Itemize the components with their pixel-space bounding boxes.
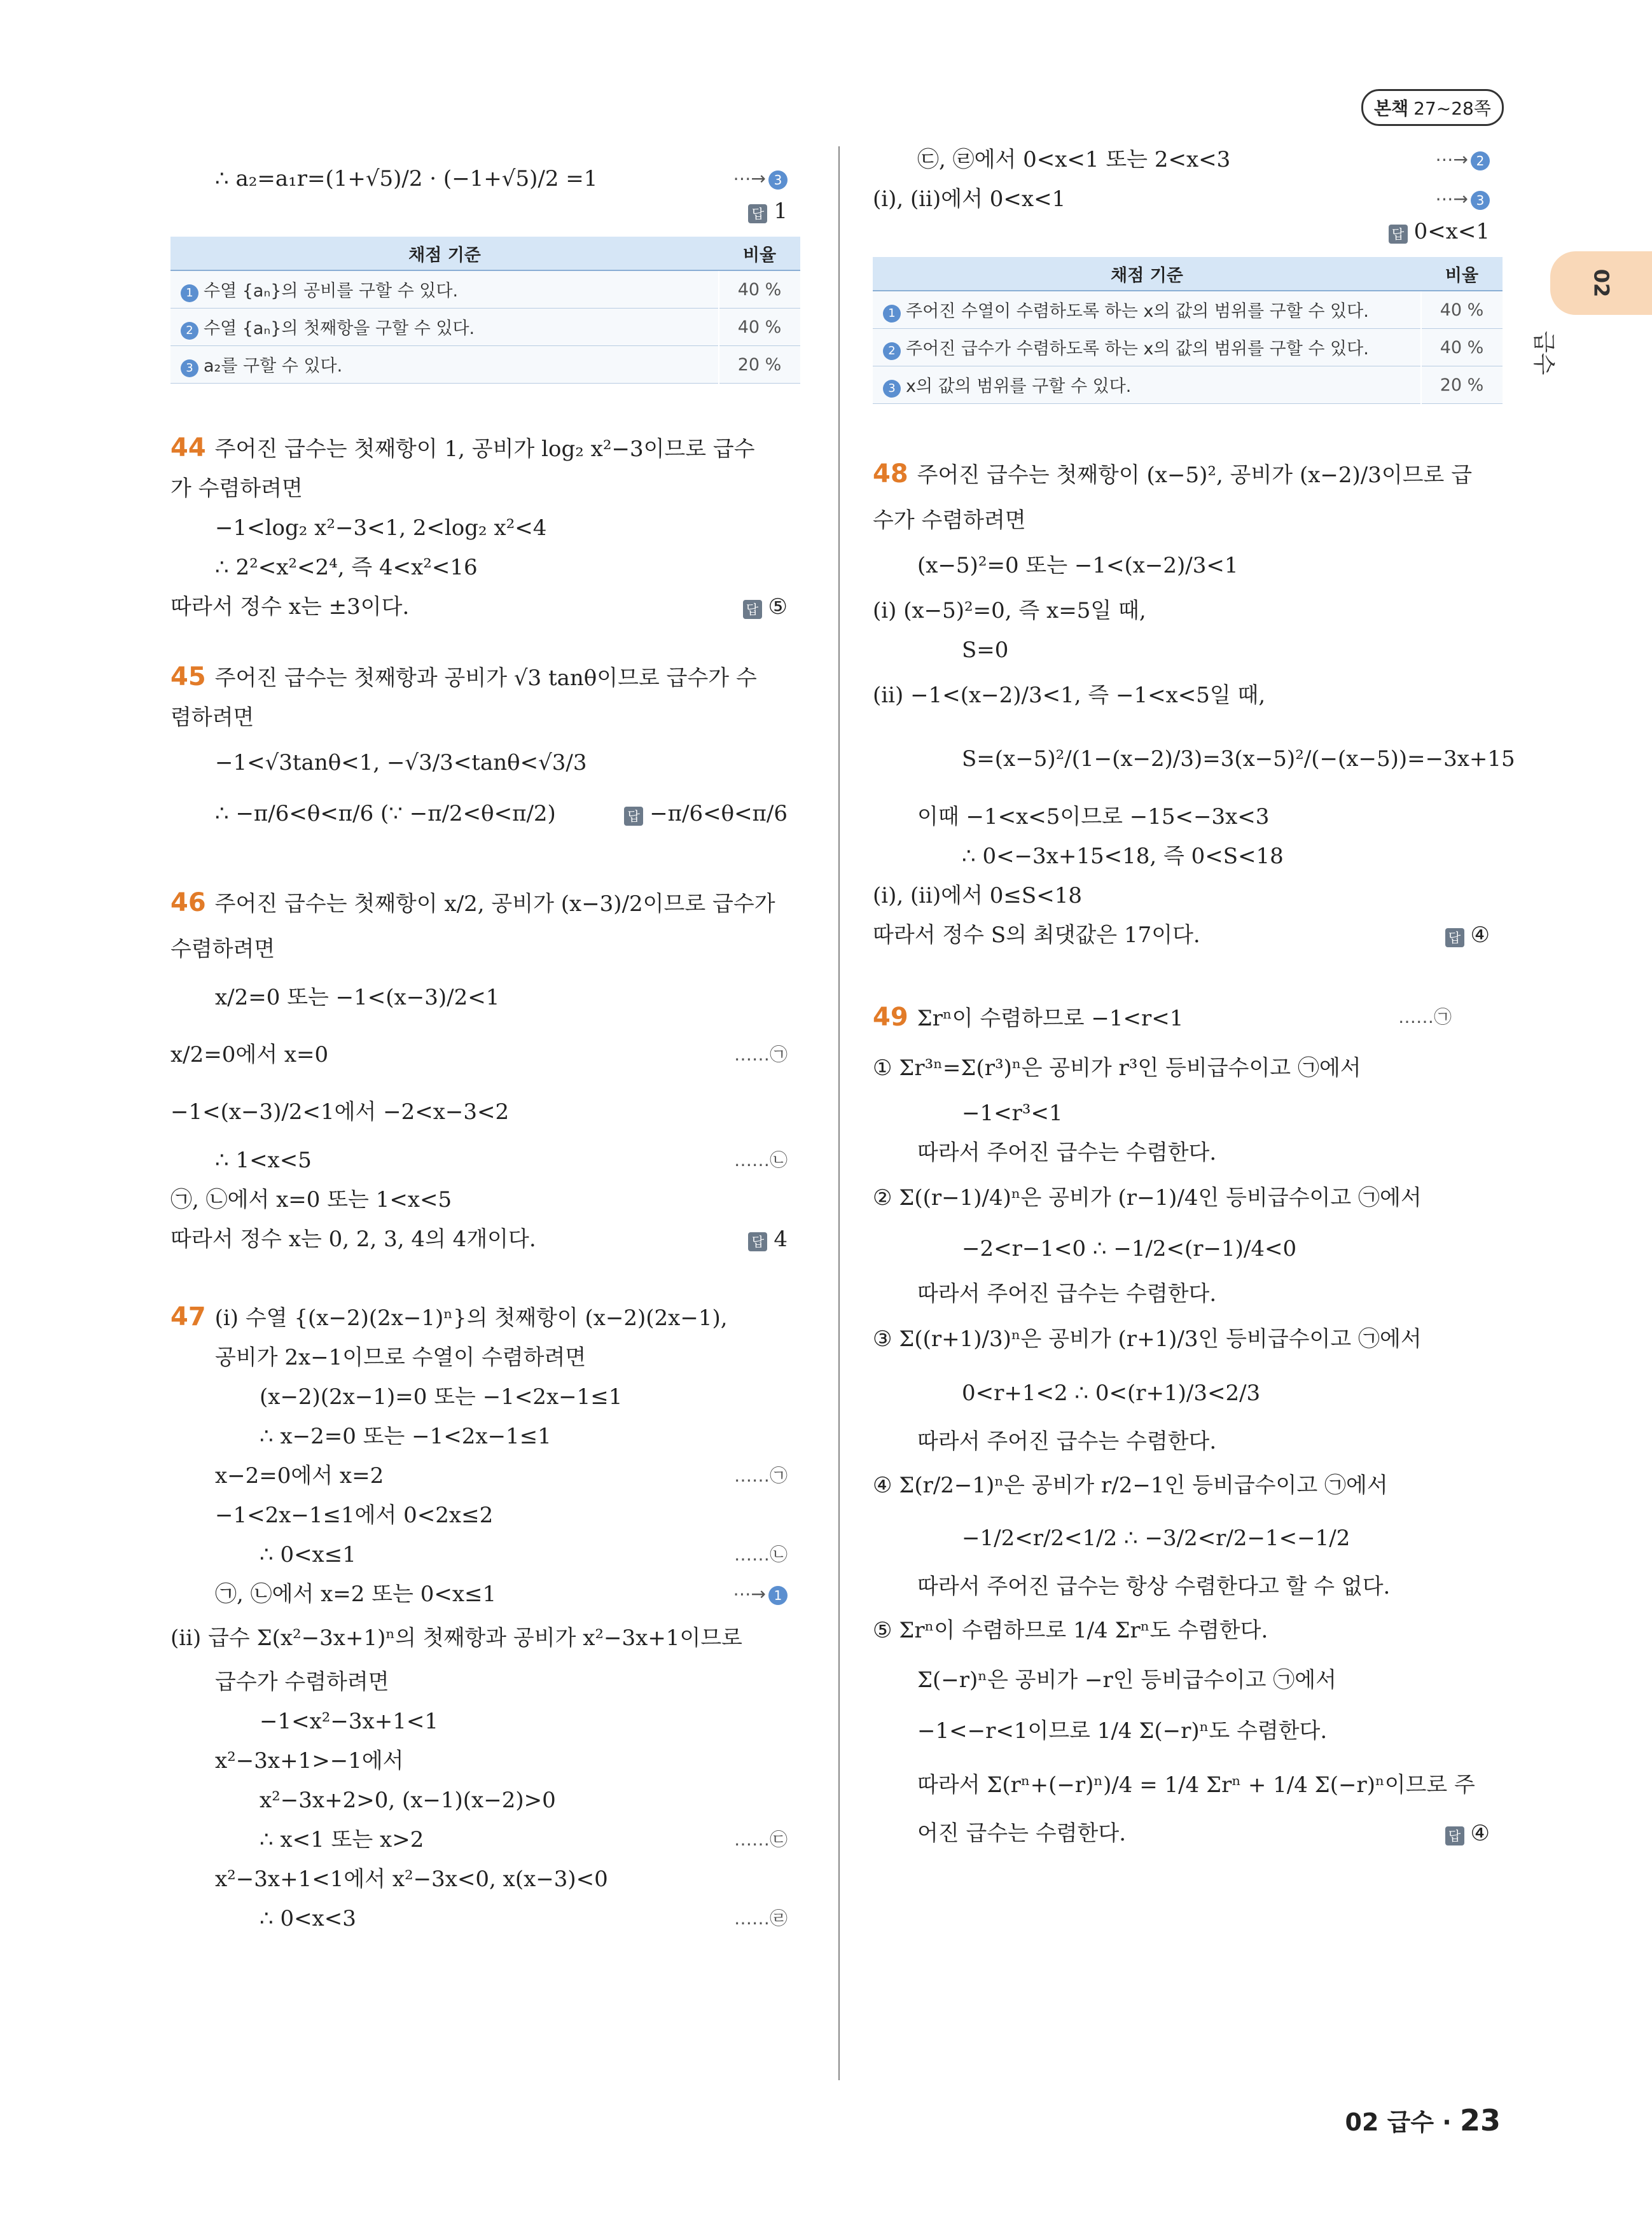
answer-line [170,198,800,224]
criteria-pct: 20 % [719,346,800,384]
p47-line-11: −1<x²−3x+1<1 [260,1709,438,1734]
answer-value: 1 [774,198,788,224]
p49-line-7: 따라서 주어진 급수는 수렴한다. [917,1281,1217,1307]
right-column [873,134,1515,1853]
p43-line [170,159,800,198]
problem-47 [170,1297,800,1938]
p48-line-7: S=(x−5)²/(1−(x−2)/3)=3(x−5)²/(−(x−5))=−3x+15 [962,746,1515,772]
chapter-tab [1550,251,1652,315]
p48-line-10: (i), (ii)에서 0≤S<18 [873,883,1082,908]
p48-line-2: 수가 수렴하려면 [873,508,1026,533]
answer-value: 0<x<1 [1413,219,1490,244]
p47-line-5: x−2=0에서 x=2 [215,1463,384,1489]
p49-line-6: −2<r−1<0 ∴ −1/2<(r−1)/4<0 [962,1236,1297,1261]
chapter-number: 02 [1589,268,1613,298]
p47-line-2: 공비가 2x−1이므로 수열이 수렴하려면 [215,1345,587,1370]
answer-icon: 답 [1389,225,1408,244]
answer-icon: 답 [748,1232,767,1251]
table-row [170,309,800,346]
table-header-ratio: 비율 [719,237,800,270]
p49-line-12: −1/2<r/2<1/2 ∴ −3/2<r/2−1<−1/2 [962,1526,1350,1551]
page-number: 23 [1459,2103,1501,2137]
page-footer [1345,2102,1501,2137]
table-header-criteria: 채점 기준 [873,257,1421,291]
p44-line-5: 따라서 정수 x는 ±3이다. [170,594,410,620]
problem-number: 47 [170,1302,206,1331]
p49-line-5: ② Σ((r−1)/4)ⁿ은 공비가 (r−1)/4인 등비급수이고 ㉠에서 [873,1185,1422,1211]
step-tag: ⋯→ 3 [1436,179,1490,219]
p46-line-5: −1<(x−3)/2<1에서 −2<x−3<2 [170,1099,510,1125]
criteria-number-icon: 3 [181,359,198,377]
p49-line-9: 0<r+1<2 ∴ 0<(r+1)/3<2/3 [962,1380,1261,1406]
p43-text: ∴ a₂=a₁r=(1+√5)/2 · (−1+√5)/2 =1 [215,166,598,191]
table-row [873,366,1503,404]
p47-line-6: −1<2x−1≤1에서 0<2x≤2 [215,1503,494,1528]
p46-line-8: 따라서 정수 x는 0, 2, 3, 4의 4개이다. [170,1227,536,1252]
p47-line-4: ∴ x−2=0 또는 −1<2x−1≤1 [260,1424,552,1449]
p46-line-6: ∴ 1<x<5 [215,1148,312,1173]
p49-line-16: −1<−r<1이므로 1/4 Σ(−r)ⁿ도 수렴한다. [917,1718,1328,1744]
step-number-icon: 3 [768,170,788,190]
p45-line-1: 주어진 급수는 첫째항과 공비가 √3 tanθ이므로 급수가 수 [214,665,757,691]
p46-line-3: x/2=0 또는 −1<(x−3)/2<1 [215,985,500,1010]
step-number-icon: 2 [1471,151,1490,170]
book-label: 본책 [1374,98,1409,119]
answer-line [1445,915,1490,956]
problem-number: 44 [170,433,206,462]
column-divider [838,146,840,2080]
answer-line [743,587,788,628]
p49-line-4: 따라서 주어진 급수는 수렴한다. [917,1140,1217,1165]
p46-line-1: 주어진 급수는 첫째항이 x/2, 공비가 (x−3)/2이므로 급수가 [214,891,775,917]
p47-line-14: ∴ x<1 또는 x>2 [260,1827,424,1852]
p49-line-8: ③ Σ((r+1)/3)ⁿ은 공비가 (r+1)/3인 등비급수이고 ㉠에서 [873,1326,1422,1352]
criteria-text: 주어진 급수가 수렴하도록 하는 x의 값의 범위를 구할 수 있다. [906,339,1369,359]
p47-cont-line-2: (i), (ii)에서 0<x<1 [873,186,1066,212]
p47-line-9: (ii) 급수 Σ(x²−3x+1)ⁿ의 첫째항과 공비가 x²−3x+1이므로 [170,1625,743,1651]
p47-line-10: 급수가 수렴하려면 [215,1669,389,1695]
p48-line-3: (x−5)²=0 또는 −1<(x−2)/3<1 [917,553,1239,578]
p49-line-14: ⑤ Σrⁿ이 수렴하므로 1/4 Σrⁿ도 수렴한다. [873,1618,1268,1643]
ref-tag: ……㉡ [733,1544,788,1565]
step-tag: ⋯→ 1 [733,1574,788,1614]
step-tag: ⋯→ 3 [733,159,788,198]
left-column [170,134,800,1938]
answer-icon: 답 [1445,928,1464,947]
criteria-number-icon: 1 [181,284,198,302]
problem-number: 48 [873,459,908,489]
table-row [170,270,800,309]
problem-number: 49 [873,1003,908,1032]
table-row [873,291,1503,329]
table-header-criteria: 채점 기준 [170,237,719,270]
p47-line-8: ㉠, ㉡에서 x=2 또는 0<x≤1 [215,1581,497,1607]
criteria-number-icon: 2 [883,342,901,360]
p44-line-4: ∴ 2²<x²<2⁴, 즉 4<x²<16 [215,555,478,580]
page-range: 27~28쪽 [1413,98,1491,119]
chapter-label: 급수 [1531,331,1557,375]
scoring-table-2 [873,257,1503,404]
answer-value: ⑤ [768,594,788,620]
p49-line-13: 따라서 주어진 급수는 항상 수렴한다고 할 수 없다. [917,1574,1391,1599]
p49-line-11: ④ Σ(r/2−1)ⁿ은 공비가 r/2−1인 등비급수이고 ㉠에서 [873,1473,1388,1498]
p47-line-16: ∴ 0<x<3 [260,1906,356,1931]
p49-line-17: 따라서 Σ(rⁿ+(−r)ⁿ)/4 = 1/4 Σrⁿ + 1/4 Σ(−r)ⁿ이므로 주 [917,1772,1475,1798]
answer-value: ④ [1470,922,1490,948]
answer-line [748,1220,788,1260]
p49-line-15: Σ(−r)ⁿ은 공비가 −r인 등비급수이고 ㉠에서 [917,1667,1336,1693]
p47-line-13: x²−3x+2>0, (x−1)(x−2)>0 [260,1788,556,1813]
p49-line-2: ① Σr³ⁿ=Σ(r³)ⁿ은 공비가 r³인 등비급수이고 ㉠에서 [873,1055,1361,1081]
ref-tag: ……㉠ [1398,1006,1452,1027]
p49-line-18: 어진 급수는 수렴한다. [917,1821,1127,1846]
criteria-pct: 40 % [1421,329,1503,366]
problem-49 [873,993,1503,1853]
ref-tag: ……㉢ [733,1829,788,1850]
p48-line-9: ∴ 0<−3x+15<18, 즉 0<S<18 [962,844,1284,869]
criteria-pct: 40 % [1421,291,1503,329]
p47-line-15: x²−3x+1<1에서 x²−3x<0, x(x−3)<0 [215,1866,608,1892]
p47-line-12: x²−3x+1>−1에서 [215,1748,404,1774]
footer-chapter: 02 급수 · [1345,2108,1452,2136]
p49-line-1: Σrⁿ이 수렴하므로 −1<r<1 [917,1006,1184,1031]
answer-icon: 답 [624,807,643,826]
p48-line-11: 따라서 정수 S의 최댓값은 17이다. [873,922,1200,948]
p46-line-4: x/2=0에서 x=0 [170,1042,329,1067]
page-reference-badge [1361,89,1504,126]
answer-value: ④ [1470,1821,1490,1846]
p48-line-4: (i) (x−5)²=0, 즉 x=5일 때, [873,598,1146,623]
step-tag: ⋯→ 2 [1436,140,1490,179]
p44-line-3: −1<log₂ x²−3<1, 2<log₂ x²<4 [215,515,547,541]
criteria-pct: 40 % [719,270,800,309]
answer-line [873,219,1503,244]
p48-line-8: 이때 −1<x<5이므로 −15<−3x<3 [917,804,1270,830]
p47-line-3: (x−2)(2x−1)=0 또는 −1<2x−1≤1 [260,1384,623,1410]
criteria-text: 수열 {aₙ}의 첫째항을 구할 수 있다. [204,319,475,338]
answer-line [624,788,788,840]
criteria-text: a₂를 구할 수 있다. [204,356,343,376]
scoring-table-1 [170,237,800,384]
p47-cont-line-1: ㉢, ㉣에서 0<x<1 또는 2<x<3 [917,147,1231,172]
problem-44 [170,428,800,627]
table-header-ratio: 비율 [1421,257,1503,291]
answer-icon: 답 [1445,1826,1464,1845]
ref-tag: ……㉠ [733,1465,788,1486]
p45-line-2: 렴하려면 [170,705,254,730]
p48-line-5: S=0 [962,637,1009,663]
table-row [170,346,800,384]
p48-line-6: (ii) −1<(x−2)/3<1, 즉 −1<x<5일 때, [873,683,1266,708]
answer-line [1445,1814,1490,1854]
answer-icon: 답 [743,600,762,619]
p47-line-7: ∴ 0<x≤1 [260,1542,356,1567]
ref-tag: ……㉡ [733,1150,788,1171]
p44-line-2: 가 수렴하려면 [170,476,303,501]
criteria-number-icon: 3 [883,380,901,398]
p49-line-10: 따라서 주어진 급수는 수렴한다. [917,1429,1217,1454]
p46-line-2: 수렴하려면 [170,936,275,962]
ref-tag: ……㉣ [733,1908,788,1929]
criteria-number-icon: 2 [181,322,198,340]
step-number-icon: 3 [1471,191,1490,210]
p49-line-3: −1<r³<1 [962,1101,1063,1126]
criteria-text: 수열 {aₙ}의 공비를 구할 수 있다. [204,281,459,301]
p45-line-3: −1<√3tanθ<1, −√3/3<tanθ<√3/3 [215,750,587,775]
problem-number: 46 [170,888,206,917]
ref-tag: ……㉠ [733,1044,788,1065]
p46-line-7: ㉠, ㉡에서 x=0 또는 1<x<5 [170,1187,452,1213]
criteria-text: 주어진 수열이 수렴하도록 하는 x의 값의 범위를 구할 수 있다. [906,302,1369,321]
answer-value: 4 [774,1227,788,1252]
answer-icon: 답 [748,204,767,223]
step-number-icon: 1 [768,1586,788,1605]
criteria-text: x의 값의 범위를 구할 수 있다. [906,377,1132,396]
problem-number: 45 [170,662,206,692]
p45-line-4: ∴ −π/6<θ<π/6 (∵ −π/2<θ<π/2) [215,801,556,826]
criteria-pct: 40 % [719,309,800,346]
p47-line-1: (i) 수열 {(x−2)(2x−1)ⁿ}의 첫째항이 (x−2)(2x−1), [214,1305,728,1331]
answer-value: −π/6<θ<π/6 [649,801,788,826]
p48-line-1: 주어진 급수는 첫째항이 (x−5)², 공비가 (x−2)/3이므로 급 [917,462,1473,488]
problem-45 [170,657,800,839]
criteria-number-icon: 1 [883,305,901,323]
p44-line-1: 주어진 급수는 첫째항이 1, 공비가 log₂ x²−3이므로 급수 [214,436,755,462]
table-row [873,329,1503,366]
problem-46 [170,877,800,1259]
criteria-pct: 20 % [1421,366,1503,404]
problem-48 [873,448,1515,955]
